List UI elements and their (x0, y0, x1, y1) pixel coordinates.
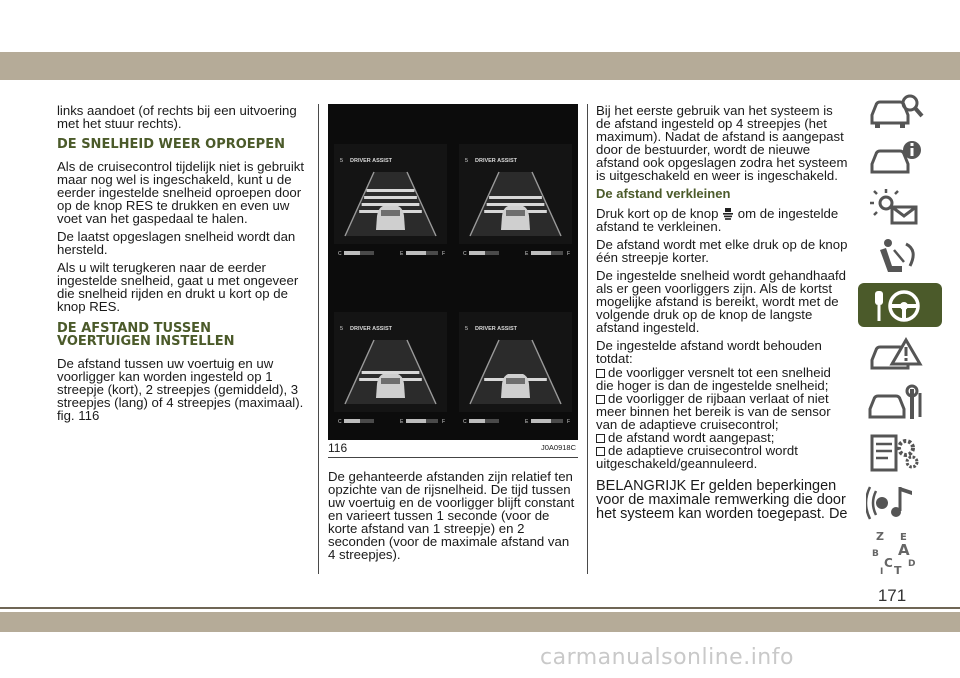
sidebar-item-car-search[interactable] (858, 87, 942, 131)
display-number: 5 (340, 158, 344, 164)
sidebar-item-safety[interactable] (858, 234, 942, 278)
driver-assist-display (328, 272, 453, 440)
svg-text:E: E (900, 532, 907, 543)
car-tools-icon (866, 383, 926, 425)
section-heading: DE SNELHEID WEER OPROEPEN (57, 137, 285, 152)
distance-bar (364, 196, 417, 199)
car-window (506, 378, 525, 384)
car-info-icon (866, 138, 926, 180)
display-title: DRIVER ASSIST (350, 158, 392, 164)
distance-button-icon (723, 208, 733, 220)
car-window (381, 210, 400, 216)
page-number: 171 (877, 586, 907, 605)
fuel-gauge-fill (531, 251, 551, 255)
display-panel-2 (453, 104, 578, 272)
svg-text:A: A (898, 541, 910, 559)
text-span: Druk kort op de knop (596, 206, 719, 221)
car-graphic (501, 206, 530, 230)
figure-number: 116 (328, 441, 348, 455)
figure-caption (328, 441, 578, 458)
display-number: 5 (340, 326, 344, 332)
fuel-gauge-fill (531, 419, 551, 423)
svg-text:B: B (872, 549, 879, 559)
subsection-heading: De afstand verkleinen (596, 186, 731, 201)
paragraph: De afstand wordt met elke druk op de knop één streepje korter. (596, 237, 848, 265)
gauge-label-e: E (400, 419, 404, 425)
svg-text:C: C (884, 556, 893, 570)
paragraph: De ingestelde afstand wordt behouden totdat: (596, 338, 822, 366)
sidebar-item-emergency[interactable] (858, 332, 942, 376)
figure-driver-assist-displays (328, 104, 578, 440)
sidebar-item-index[interactable] (858, 528, 942, 572)
watermark-text: carmanualsonline.info (540, 645, 794, 670)
svg-text:I: I (880, 567, 884, 574)
list-item-text: de voorligger versnelt tot een snelheid die hoger is dan de ingestelde snelheid; (596, 365, 831, 393)
column-divider (587, 104, 588, 574)
car-graphic (501, 374, 530, 398)
car-window (506, 210, 525, 216)
text-span: om de ingestelde afstand te verkleinen. (596, 206, 839, 234)
gauge-label-f: F (442, 419, 446, 425)
important-note (596, 479, 850, 521)
distance-bar (487, 203, 545, 206)
gauge-label-f: F (442, 251, 446, 257)
column-divider (318, 104, 319, 574)
heading-line: VOERTUIGEN INSTELLEN (57, 334, 235, 349)
car-graphic (376, 374, 405, 398)
display-number: 5 (465, 326, 469, 332)
sidebar-item-maintenance[interactable] (858, 381, 942, 425)
list-gears-icon (866, 432, 926, 474)
temp-gauge-fill (469, 251, 485, 255)
fuel-gauge-fill (406, 251, 426, 255)
media-music-icon (866, 481, 926, 523)
driver-assist-display (453, 272, 578, 440)
list-item-text: de afstand wordt aangepast; (608, 430, 775, 445)
checkbox-bullet-icon (596, 369, 605, 378)
column-right (596, 104, 850, 526)
paragraph: links aandoet (of rechts bij een uitvoering met het stuur rechts). (57, 103, 297, 131)
paragraph: De afstand tussen uw voertuig en uw voorligger kan worden ingesteld op 1 streepje (kort), 2 streepjes (gemiddeld), 3 streepjes (lang) of 4 streepjes (maximaal). fig. 116 (57, 356, 304, 423)
figure-code: J0A0918C (540, 443, 576, 452)
temp-gauge-fill (344, 419, 360, 423)
distance-bar (367, 189, 415, 192)
svg-text:T: T (894, 564, 902, 574)
bottom-rule (0, 607, 960, 609)
sidebar-item-lights-messages[interactable] (858, 185, 942, 229)
seat-airbag-icon (866, 236, 926, 278)
car-search-icon (866, 89, 926, 131)
sidebar-item-car-info[interactable] (858, 136, 942, 180)
paragraph: De gehanteerde afstanden zijn relatief ten opzichte van de rijsnelheid. De tijd tussen uw voertuig en de voorligger blijft constant en varieert tussen 1 seconde (voor de korte afstand van 1 streepje) en 2 seconden (voor de maximale afstand van 4 streepjes). (328, 469, 575, 562)
paragraph: De ingestelde snelheid wordt gehandhaafd als er geen voorliggers zijn. Als de kortst mogelijke afstand is bereikt, wordt met de volgende druk op de knop de langste afstand ingesteld. (596, 268, 847, 335)
driver-assist-display (328, 104, 453, 272)
display-title: DRIVER ASSIST (475, 326, 517, 332)
column-middle (328, 470, 578, 566)
list-item (596, 444, 850, 470)
car-window (381, 378, 400, 384)
gauge-label-e: E (525, 251, 529, 257)
svg-text:D: D (908, 559, 916, 569)
display-title: DRIVER ASSIST (475, 158, 517, 164)
paragraph: Bij het eerste gebruik van het systeem is de afstand ingesteld op 4 streepjes (het maximum). Nadat de afstand is aangepast door de bestuurder, wordt de nieuwe afstand ook opgeslagen zodra het systeem is uitgeschakeld en weer is ingeschakeld. (596, 103, 848, 183)
alphabet-index-icon (866, 530, 926, 574)
lights-message-icon (866, 187, 926, 229)
list-item-text: de adaptieve cruisecontrol wordt uitgeschakeld/geannuleerd. (596, 443, 798, 471)
paragraph: De laatst opgeslagen snelheid wordt dan hersteld. (57, 229, 296, 257)
sidebar-item-multimedia[interactable] (858, 479, 942, 523)
distance-bar (489, 196, 542, 199)
display-panel-3 (328, 272, 453, 440)
gauge-label-c: C (463, 419, 467, 425)
gauge-label-c: C (338, 251, 342, 257)
paragraph: Als u wilt terugkeren naar de eerder ingestelde snelheid, gaat u met ongeveer die snelheid rijden en drukt u kort op de knop RES. (57, 260, 299, 314)
top-band (0, 52, 960, 80)
paragraph: Als de cruisecontrol tijdelijk niet is gebruikt maar nog wel is ingeschakeld, kunt u de eerder ingestelde snelheid oproepen door op de knop RES te drukken en even uw voet van het gaspedaal te halen. (57, 159, 305, 226)
sidebar-item-starting-driving[interactable] (858, 283, 942, 327)
gauge-label-c: C (463, 251, 467, 257)
warning-car-icon (866, 334, 926, 376)
list-item (596, 392, 850, 431)
car-graphic (376, 206, 405, 230)
important-label: BELANGRIJK (596, 478, 687, 494)
display-number: 5 (465, 158, 469, 164)
list-item-text: de voorligger de rijbaan verlaat of niet meer binnen het bereik is van de sensor van de adaptieve cruisecontrol; (596, 391, 831, 432)
checkbox-bullet-icon (596, 434, 605, 443)
gauge-label-f: F (567, 419, 571, 425)
section-heading (57, 322, 307, 348)
distance-bar (362, 371, 420, 374)
display-panel-4 (453, 272, 578, 440)
svg-text:Z: Z (876, 530, 884, 543)
key-steering-wheel-icon (866, 285, 926, 327)
distance-bar (362, 203, 420, 206)
gauge-label-e: E (525, 419, 529, 425)
display-panel-1 (328, 104, 453, 272)
checkbox-bullet-icon (596, 395, 605, 404)
sidebar-item-technical-data[interactable] (858, 430, 942, 474)
important-text: Er gelden beperkingen voor de maximale remwerking die door het systeem kan worden toegepast. De (596, 478, 848, 522)
gauge-label-f: F (567, 251, 571, 257)
paragraph (596, 207, 850, 233)
display-title: DRIVER ASSIST (350, 326, 392, 332)
bottom-band (0, 612, 960, 632)
heading-line: DE AFSTAND TUSSEN (57, 321, 211, 336)
driver-assist-display (453, 104, 578, 272)
list-item (596, 366, 850, 392)
gauge-label-c: C (338, 419, 342, 425)
column-left (57, 104, 307, 427)
bullet-list (596, 366, 850, 470)
gauge-label-e: E (400, 251, 404, 257)
temp-gauge-fill (344, 251, 360, 255)
checkbox-bullet-icon (596, 447, 605, 456)
temp-gauge-fill (469, 419, 485, 423)
fuel-gauge-fill (406, 419, 426, 423)
